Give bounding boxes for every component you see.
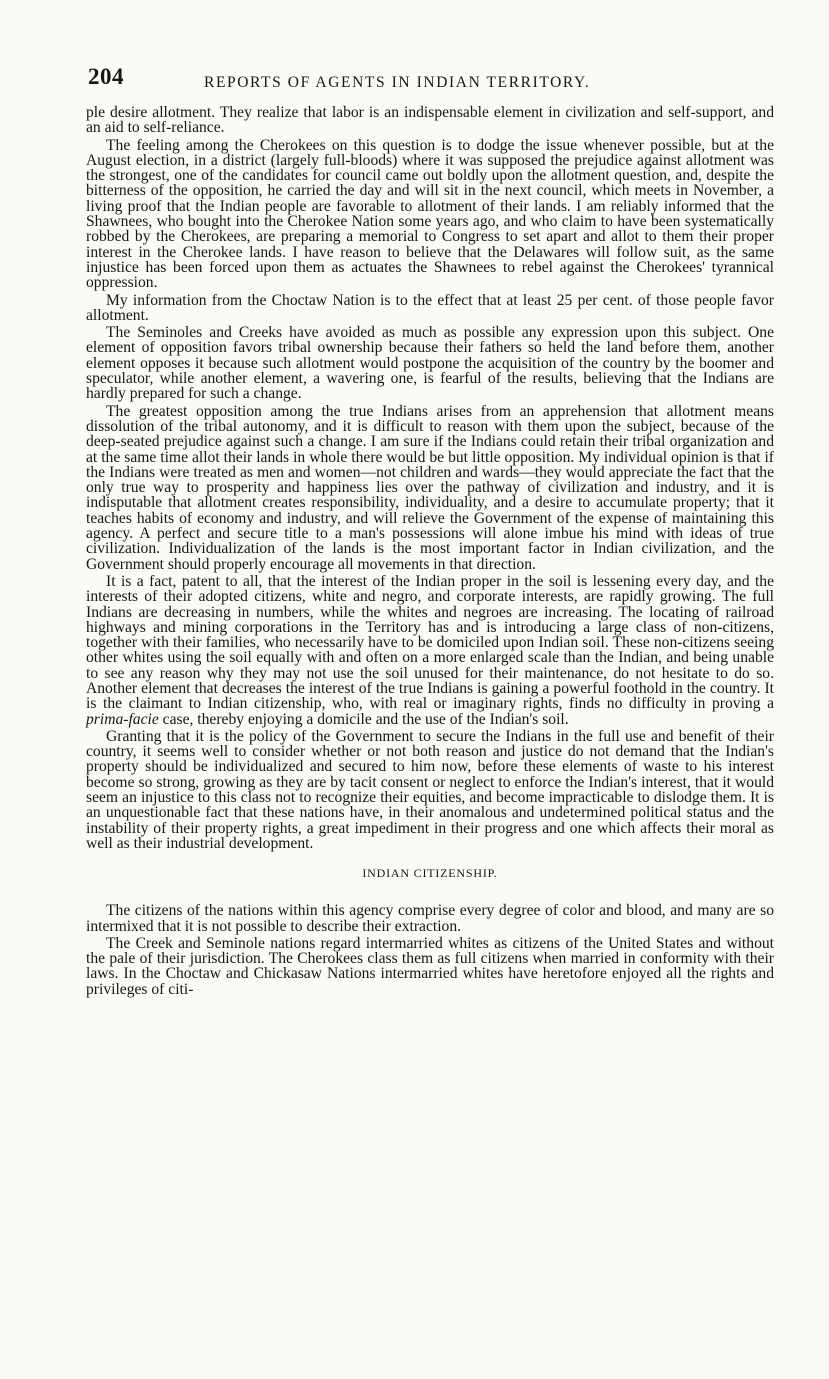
paragraph-cherokees: The feeling among the Cherokees on this question is to dodge the issue whenever possible, but at the August election, in a district (largely full-bloods) where it was supposed the prejudice against allotment was the strongest, one of the candidates for council came out boldly upon the allotment question, and, despite the bitterness of the opposition, he carried the day and will sit in the next council, which meets in November, a living proof that the Indian people are favorable to allotment of their lands. I am reliably informed that the Shawnees, who bought into the Cherokee Nation some years ago, and who claim to have been systematically robbed by the Cherokees, are preparing a memorial to Congress to set apart and allot to them their proper interest in the Cherokee lands. I have reason to believe that the Delawares will follow suit, as the same injustice has been forced upon them as actuates the Shawnees to rebel against the Cherokees' tyrannical oppression. [86,136,774,292]
page-header [88,64,770,94]
page-number: 204 [88,64,124,89]
running-head: REPORTS OF AGENTS IN INDIAN TERRITORY. [204,74,591,91]
section-heading-text: INDIAN CITIZENSHIP. [362,866,498,881]
paragraph-intermarried-whites: The Creek and Seminole nations regard intermarried whites as citizens of the United States and without the pale of their jurisdiction. The Cherokees class them as full citizens when married in conformity with their laws. In the Choctaw and Chickasaw Nations intermarried whites have heretofore enjoyed all the rights and privileges of citi- [86,934,774,998]
paragraph-text-part: It is a fact, patent to all, that the interest of the Indian proper in the soil is lessening every day, and the interests of their adopted citizens, white and negro, and corporate interests, are rapidly growing. The full Indians are decreasing in numbers, while the whites and negroes are increasing. The locating of railroad highways and mining corporations in the Territory has and is introducing a large class of non-citizens, together with their families, who necessarily have to be domiciled upon Indian soil. These non-citizens seeing other whites using the soil equally with and often on a more enlarged scale than the Indian, and being unable to see any reason why they may not use the soil unused for their maintenance, do not hesitate to do so. Another element that decreases the interest of the true Indians is gaining a powerful foothold in the country. It is the claimant to Indian citizenship, who, with real or imaginary rights, finds no difficulty in proving a [86,572,774,713]
page-body [86,105,774,997]
paragraph-interest-lessening [86,574,774,727]
paragraph-seminoles-creeks: The Seminoles and Creeks have avoided as much as possible any expression upon this subject. One element of opposition favors tribal ownership because their fathers so held the land before them, another element opposes it because such allotment would postpone the acquisition of the country by the boomer and speculator, while another element, a wavering one, is fearful of the results, believing that the Indians are hardly prepared for such a change. [86,324,774,403]
paragraph-citizens: The citizens of the nations within this agency comprise every degree of color and blood, and many are so intermixed that it is not possible to describe their extraction. [86,902,774,935]
italic-term: prima-facie [86,710,159,728]
section-heading [86,866,774,881]
paragraph-opposition: The greatest opposition among the true Indians arises from an apprehension that allotment means dissolution of the tribal autonomy, and it is difficult to reason with them upon the subject, because of the deep-seated prejudice against such a change. I am sure if the Indians could retain their tribal organization and at the same time allot their lands in whole there would be but little opposition. My individual opinion is that if the Indians were treated as men and women—not children and wards—they would appreciate the fact that the only true way to prosperity and happiness lies over the pathway of civilization and industry, and it is indisputable that allotment creates responsibility, individuality, and a desire to accumulate property; that it teaches habits of economy and industry, and will relieve the Government of the expense of maintaining this agency. A perfect and secure title to a man's possessions will alone imbue his mind with ideas of true civilization. Individualization of the lands is the most important factor in Indian civilization, and the Government should properly encourage all movements in that direction. [86,402,774,573]
paragraph-text-part: case, thereby enjoying a domicile and the use of the Indian's soil. [158,710,569,728]
paragraph-policy: Granting that it is the policy of the Government to secure the Indians in the full use and benefit of their country, it seems well to consider whether or not both reason and justice do not demand that the Indian's property should be individualized and secured to him now, before these elements of waste to his interest become so strong, growing as they are by tacit consent or neglect to enforce the Indian's interest, that it would seem an injustice to this class not to recognize their equities, and become impracticable to dislodge them. It is an unquestionable fact that these nations have, in their anomalous and undetermined political status and the instability of their property rights, a great impediment in their progress and one which affects their moral as well as their industrial development. [86,727,774,852]
paragraph-choctaw: My information from the Choctaw Nation is to the effect that at least 25 per cent. of those people favor allotment. [86,291,774,324]
paragraph-continuation: ple desire allotment. They realize that labor is an indispensable element in civilization and self-support, and an aid to self-reliance. [86,104,774,137]
